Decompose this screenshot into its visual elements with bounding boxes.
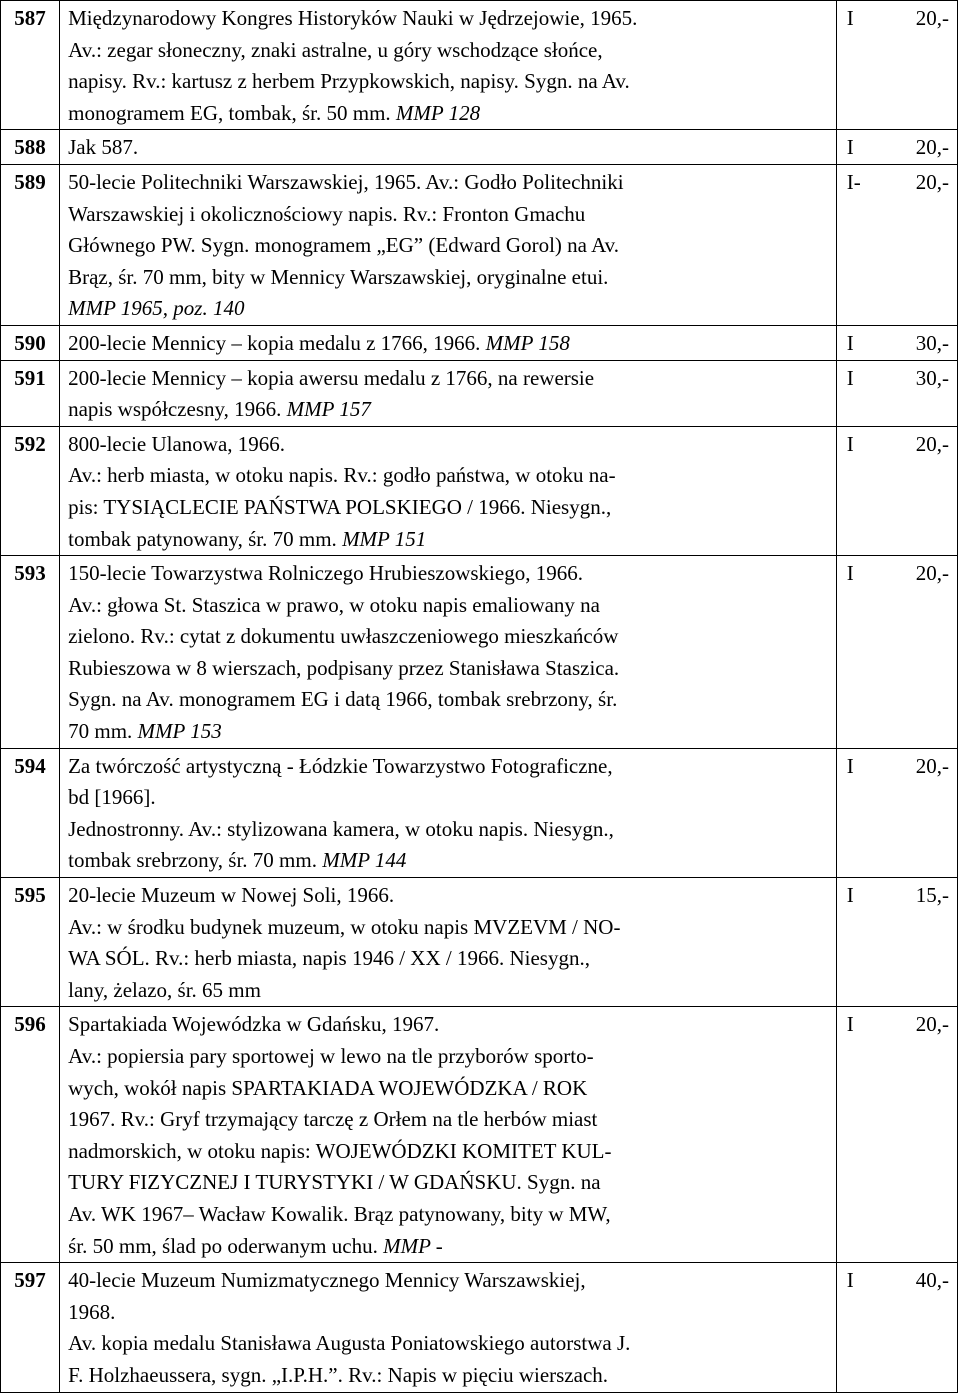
entry-price: 30,- [915, 330, 949, 355]
entry-grade: I [846, 1012, 854, 1037]
entry-grade: I [846, 6, 854, 30]
entry-number: 588 [1, 130, 60, 165]
entry-grade: I [846, 431, 854, 456]
entry-price: 20,- [915, 561, 949, 586]
catalog-entry [1, 130, 958, 165]
entry-price: 20,- [915, 1012, 949, 1037]
entry-reference: MMP 157 [286, 397, 371, 422]
entry-number: 596 [1, 1007, 60, 1263]
entry-grade-price [837, 751, 957, 783]
entry-price: 40,- [915, 1268, 949, 1293]
entry-description-cell [60, 325, 837, 360]
catalog-entry [1, 1, 958, 130]
entry-grade: I [846, 561, 854, 586]
entry-price-cell [836, 748, 957, 877]
catalog-entry [1, 878, 958, 1007]
entry-price: 20,- [915, 6, 949, 30]
entry-number: 590 [1, 325, 60, 360]
entry-price-cell [836, 878, 957, 1007]
catalog-entry [1, 360, 958, 426]
entry-description: Międzynarodowy Kongres Historyków Nauki w Jędrzejowie, 1965. Av.: zegar słoneczny, znaki astralne, u góry wschodzące słońce, napisy. Rv.: kartusz z herbem Przypkowskich, napisy. Sygn. na Av. monogramem EG, tombak, śr. 50 mm. [68, 6, 638, 125]
catalog-entry [1, 325, 958, 360]
entry-description-cell [60, 164, 837, 325]
entry-grade: I [846, 1268, 854, 1293]
entry-grade-price [837, 132, 957, 164]
entry-description: 50-lecie Politechniki Warszawskiej, 1965. Av.: Godło Politechniki Warszawskiej i okolicznościowy napis. Rv.: Fronton Gmachu Głównego PW. Sygn. monogramem „EG” (Edward Gorol) na Av. Brąz, śr. 70 mm, bity w Mennicy Warszawskiej, oryginalne etui. [68, 169, 624, 289]
entry-grade-price [837, 429, 957, 461]
catalog-entry [1, 1263, 958, 1392]
entry-grade-price [837, 363, 957, 395]
catalog-entry [1, 748, 958, 877]
entry-description: Za twórczość artystyczną - Łódzkie Towarzystwo Fotograficzne, bd [1966]. Jednostronny. Av.: stylizowana kamera, w otoku napis. Niesygn., tombak srebrzony, śr. 70 mm. [68, 753, 614, 873]
entry-grade: I [846, 330, 854, 355]
entry-description-cell [60, 130, 837, 165]
entry-grade-price [837, 328, 957, 360]
entry-reference: MMP 128 [395, 100, 481, 125]
entry-description: Spartakiada Wojewódzka w Gdańsku, 1967. Av.: popiersia pary sportowej w lewo na tle przyborów sporto- wych, wokół napis SPARTAKIADA WOJEWÓDZKA / ROK 1967. Rv.: Gryf trzymający tarczę z Orłem na tle herbów miast nadmorskich, w otoku napis: WOJEWÓDZKI KOMITET KUL- TURY FIZYCZNEJ I TURYSTYKI / W GDAŃSKU. Sygn. na Av. WK 1967– Wacław Kowalik. Brąz patynowany, bity w MW, śr. 50 mm, ślad po oderwanym uchu. [68, 1012, 612, 1258]
catalog-entry [1, 1007, 958, 1263]
entry-reference: MMP 144 [322, 848, 407, 873]
entry-description: 150-lecie Towarzystwa Rolniczego Hrubieszowskiego, 1966. Av.: głowa St. Staszica w prawo, w otoku napis emaliowany na zielono. Rv.: cytat z dokumentu uwłaszczeniowego mieszkańców Rubieszowa w 8 wierszach, podpisany przez Stanisława Staszica. Sygn. na Av. monogramem EG i datą 1966, tombak srebrzony, śr. 70 mm. [68, 561, 620, 744]
entry-description: 200-lecie Mennicy – kopia awersu medalu z 1766, na rewersie napis współczesny, 1966. [68, 365, 595, 422]
entry-description-cell [60, 360, 837, 426]
entry-number: 591 [1, 360, 60, 426]
entry-number: 595 [1, 878, 60, 1007]
entry-price-cell [836, 164, 957, 325]
entry-price-cell [836, 1007, 957, 1263]
entry-price: 20,- [915, 431, 949, 456]
entry-grade: I [846, 883, 854, 908]
entry-grade-price [837, 1009, 957, 1041]
entry-description: 800-lecie Ulanowa, 1966. Av.: herb miasta, w otoku napis. Rv.: godło państwa, w otoku na- pis: TYSIĄCLECIE PAŃSTWA POLSKIEGO / 1966. Niesygn., tombak patynowany, śr. 70 mm. [68, 431, 616, 551]
entry-grade-price [837, 558, 957, 590]
entry-description-cell [60, 1007, 837, 1263]
entry-grade: I [846, 753, 854, 778]
catalog-rows [1, 1, 958, 1393]
entry-number: 592 [1, 426, 60, 555]
entry-grade: I [846, 365, 854, 390]
entry-price: 20,- [915, 753, 949, 778]
entry-price: 20,- [915, 135, 949, 160]
entry-number: 587 [1, 1, 60, 130]
entry-number: 593 [1, 556, 60, 749]
catalog-entry [1, 164, 958, 325]
entry-number: 594 [1, 748, 60, 877]
entry-price-cell [836, 360, 957, 426]
entry-reference: MMP 158 [485, 330, 570, 355]
entry-description: 20-lecie Muzeum w Nowej Soli, 1966. Av.: w środku budynek muzeum, w otoku napis MVZEVM / NO- WA SÓL. Rv.: herb miasta, napis 1946 / XX / 1966. Niesygn., lany, żelazo, śr. 65 mm [68, 883, 621, 1002]
entry-price-cell [836, 130, 957, 165]
entry-price-cell [836, 325, 957, 360]
entry-price: 20,- [915, 169, 949, 194]
catalog-entry [1, 556, 958, 749]
entry-description-cell [60, 556, 837, 749]
entry-description-cell [60, 1263, 837, 1392]
entry-price-cell [836, 556, 957, 749]
entry-price-cell [836, 426, 957, 555]
entry-price: 15,- [915, 883, 949, 908]
catalog-entry [1, 426, 958, 555]
entry-price-cell [836, 1, 957, 130]
entry-number: 589 [1, 164, 60, 325]
entry-grade-price [837, 880, 957, 912]
entry-description: 40-lecie Muzeum Numizmatycznego Mennicy Warszawskiej, 1968. Av. kopia medalu Stanisława Augusta Poniatowskiego autorstwa J. F. Holzhaeussera, sygn. „I.P.H.”. Rv.: Napis w pięciu wierszach. [68, 1268, 631, 1387]
entry-reference: MMP 153 [137, 719, 222, 744]
entry-price-cell [836, 1263, 957, 1392]
entry-price: 30,- [915, 365, 949, 390]
entry-description: 200-lecie Mennicy – kopia medalu z 1766, 1966. [68, 330, 486, 355]
entry-description-cell [60, 1, 837, 130]
entry-reference: MMP - [383, 1233, 443, 1258]
entry-grade-price [837, 3, 957, 35]
entry-number: 597 [1, 1263, 60, 1392]
entry-grade: I [846, 135, 854, 160]
entry-description-cell [60, 426, 837, 555]
entry-grade: I- [846, 169, 861, 194]
entry-description-cell [60, 748, 837, 877]
entry-reference: MMP 151 [342, 526, 427, 551]
entry-description: Jak 587. [68, 135, 139, 160]
entry-grade-price [837, 167, 957, 199]
entry-reference: MMP 1965, poz. 140 [68, 296, 245, 321]
entry-grade-price [837, 1265, 957, 1297]
entry-description-cell [60, 878, 837, 1007]
